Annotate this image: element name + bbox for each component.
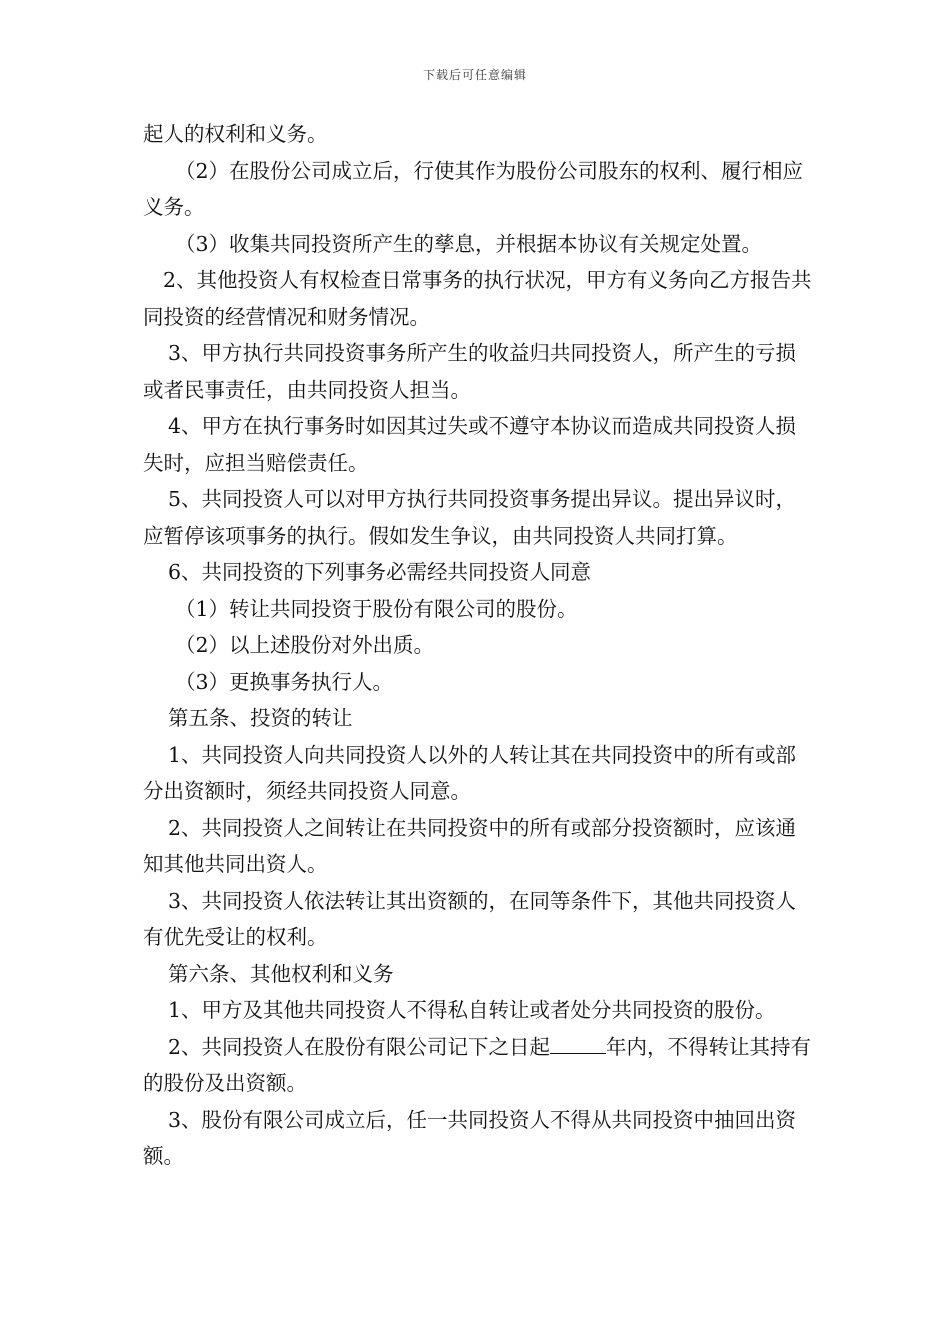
- fill-in-blank: [550, 1033, 606, 1054]
- paragraph: 6、共同投资的下列事务必需经共同投资人同意: [168, 560, 592, 584]
- section-heading: 第六条、其他权利和义务: [168, 961, 394, 986]
- paragraph: 1、甲方及其他共同投资人不得私自转让或者处分共同投资的股份。: [168, 998, 776, 1022]
- paragraph: 1、共同投资人向共同投资人以外的人转让其在共同投资中的所有或部分出资额时，须经共同投资人同意。: [143, 742, 797, 803]
- paragraph: （1）转让共同投资于股份有限公司的股份。: [175, 596, 578, 621]
- document-body: [143, 116, 815, 1175]
- paragraph: （2）在股份公司成立后，行使其作为股份公司股东的权利、履行相应义务。: [143, 158, 804, 219]
- page-header: 下载后可任意编辑: [422, 68, 527, 82]
- paragraph: 3、股份有限公司成立后，任一共同投资人不得从共同投资中抽回出资额。: [143, 1107, 797, 1168]
- paragraph: （3）收集共同投资所产生的孳息，并根据本协议有关规定处置。: [175, 231, 763, 256]
- paragraph: 2、共同投资人之间转让在共同投资中的所有或部分投资额时，应该通知其他共同出资人。: [143, 815, 797, 876]
- paragraph: 3、共同投资人依法转让其出资额的，在同等条件下，其他共同投资人有优先受让的权利。: [143, 888, 797, 949]
- section-heading: 第五条、投资的转让: [168, 706, 353, 730]
- paragraph: 5、共同投资人可以对甲方执行共同投资事务提出异议。提出异议时，应暂停该项事务的执行。假如发生争议，由共同投资人共同打算。: [143, 487, 797, 548]
- paragraph: （3）更换事务执行人。: [175, 669, 394, 694]
- paragraph: （2）以上述股份对外出质。: [175, 633, 435, 657]
- paragraph-with-blank: [143, 1029, 815, 1102]
- paragraph: 起人的权利和义务。: [143, 122, 328, 146]
- paragraph: 4、甲方在执行事务时如因其过失或不遵守本协议而造成共同投资人损失时，应担当赔偿责任。: [143, 414, 797, 475]
- paragraph-text-after-blank: 年内，不得转让其持有的股份及出资额。: [143, 1034, 812, 1095]
- paragraph: 2、其他投资人有权检查日常事务的执行状况，甲方有义务向乙方报告共同投资的经营情况和财务情况。: [143, 268, 812, 329]
- paragraph-text-before-blank: 2、共同投资人在股份有限公司记下之日起: [168, 1034, 551, 1059]
- paragraph: 3、甲方执行共同投资事务所产生的收益归共同投资人，所产生的亏损或者民事责任，由共同投资人担当。: [143, 341, 797, 402]
